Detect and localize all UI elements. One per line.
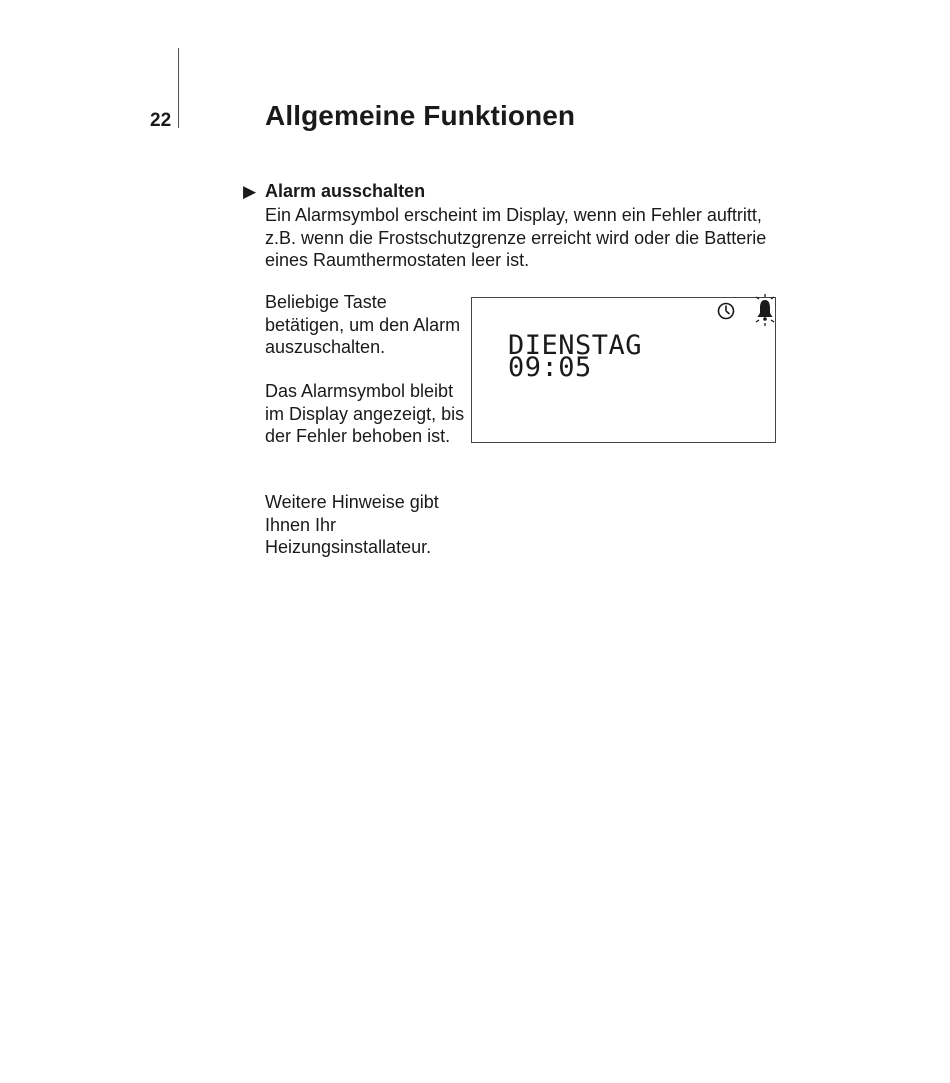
- instruction-paragraph: Das Alarmsymbol bleibt im Display angezeigt, bis der Fehler behoben ist.: [265, 381, 465, 446]
- lcd-display: [471, 297, 776, 443]
- clock-icon: [716, 301, 736, 321]
- instruction-paragraph: Beliebige Taste betätigen, um den Alarm auszuschalten.: [265, 292, 461, 357]
- triangle-right-icon: ▶: [243, 182, 257, 201]
- lcd-time-text: 09:05: [508, 352, 592, 383]
- lcd-day-text: DIENSTAG: [508, 330, 643, 361]
- section-heading: Alarm ausschalten: [265, 181, 426, 201]
- instruction-paragraph: Weitere Hinweise gibt Ihnen Ihr Heizungsinstallateur.: [265, 492, 439, 557]
- bell-alarm-icon: [754, 294, 776, 330]
- page-divider-line: [178, 48, 179, 128]
- page-number: 22: [150, 110, 172, 131]
- section-intro: Ein Alarmsymbol erscheint im Display, wenn ein Fehler auftritt, z.B. wenn die Frostschutzgrenze erreicht wird oder die Batterie eines Raumthermostaten leer ist.: [265, 205, 767, 270]
- page-title: Allgemeine Funktionen: [265, 100, 576, 131]
